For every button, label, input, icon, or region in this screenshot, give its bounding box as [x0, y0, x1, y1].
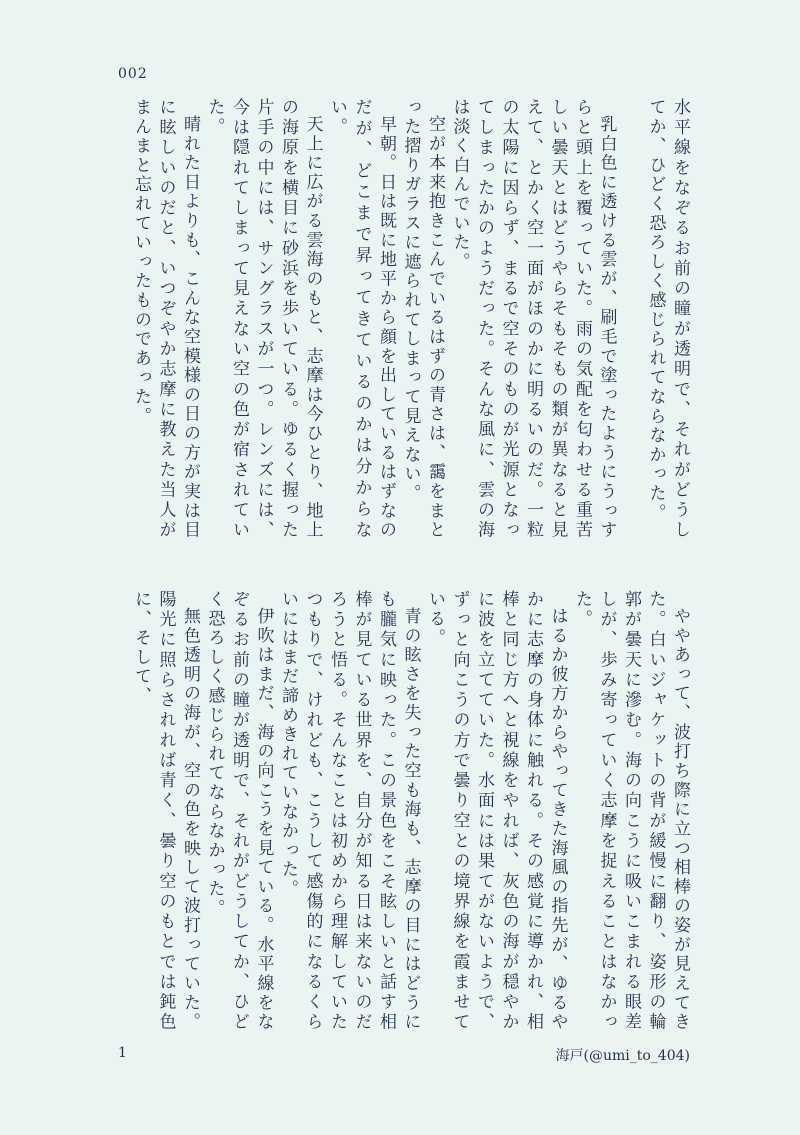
- paragraph: 無色透明の海が、空の色を映して波打っていた。陽光に照らされれば青く、曇り空のもとでは鈍色に、そして、: [131, 590, 200, 1032]
- paragraph: 伊吹はまだ、海の向こうを見ている。水平線をなぞるお前の瞳が透明で、それがどうしてか、ひどく恐ろしく感じられてならなかった。: [204, 590, 274, 1032]
- page-number: 1: [118, 1045, 127, 1061]
- paragraph: 晴れた日よりも、こんな空模様の日の方が実は目に眩しいのだと、いつぞやか志摩に教えた当人がまんまと忘れていったものであった。: [131, 98, 200, 540]
- paragraph: 天上に広がる雲海のもと、志摩は今ひとり、地上の海原を横目に砂浜を歩いている。ゆるく握った片手の中には、サングラスが一つ。レンズには、今は隠れてしまって見えない空の色が宿されていた。: [204, 98, 323, 540]
- paragraph: 青の眩さを失った空も海も、志摩の目にはどうにも朧気に映った。この景色をこそ眩しいと話す相棒が見ている世界を、自分が知る日は来ないのだろうと悟る。そんなことは初めから理解していたつもりで、けれども、こうして感傷的になるくらいにはまだ諦めきれていなかった。: [278, 590, 421, 1032]
- blank-line: [619, 98, 644, 540]
- page-code: 002: [118, 66, 148, 82]
- text-block-upper: [110, 98, 692, 540]
- paragraph: 空が本来抱きこんでいるはずの青さは、靄をまとった摺りガラスに遮られてしまって見えない。: [400, 98, 445, 540]
- paragraph: 水平線をなぞるお前の瞳が透明で、それがどうしてか、ひどく恐ろしく感じられてならなかった。: [645, 98, 690, 540]
- author-credit: 海戸(@umi_to_404): [555, 1048, 690, 1064]
- paragraph: はるか彼方からやってきた海風の指先が、ゆるやかに志摩の身体に触れる。その感覚に導かれ、相棒と同じ方へと視線をやれば、灰色の海が穏やかに波を立てていた。水面には果てがないようで、ずっと向こうの方で曇り空との境界線を霞ませている。: [425, 590, 568, 1032]
- text-block-lower: [110, 590, 692, 1032]
- paragraph: ややあって、波打ち際に立つ相棒の姿が見えてきた。白いジャケットの背が緩慢に翻り、姿形の輪郭が曇天に滲む。海の向こうに吸いこまれる眼差しが、歩み寄っていく志摩を捉えることはなかった。: [572, 590, 690, 1032]
- paragraph: 乳白色に透ける雲が、刷毛で塗ったようにうっすらと頭上を覆っていた。雨の気配を匂わせる重苦しい曇天とはどうやらそもそもの類が異なると見えて、とかく空一面がほのかに明るいのだ。一粒の太陽に因らず、まるで空そのものが光源となってしまったかのようだった。そんな風に、雲の海は淡く白んでいた。: [449, 98, 617, 540]
- paragraph: 早朝。日は既に地平から顔を出しているはずなのだが、どこまで昇ってきているのかは分からない。: [327, 98, 396, 540]
